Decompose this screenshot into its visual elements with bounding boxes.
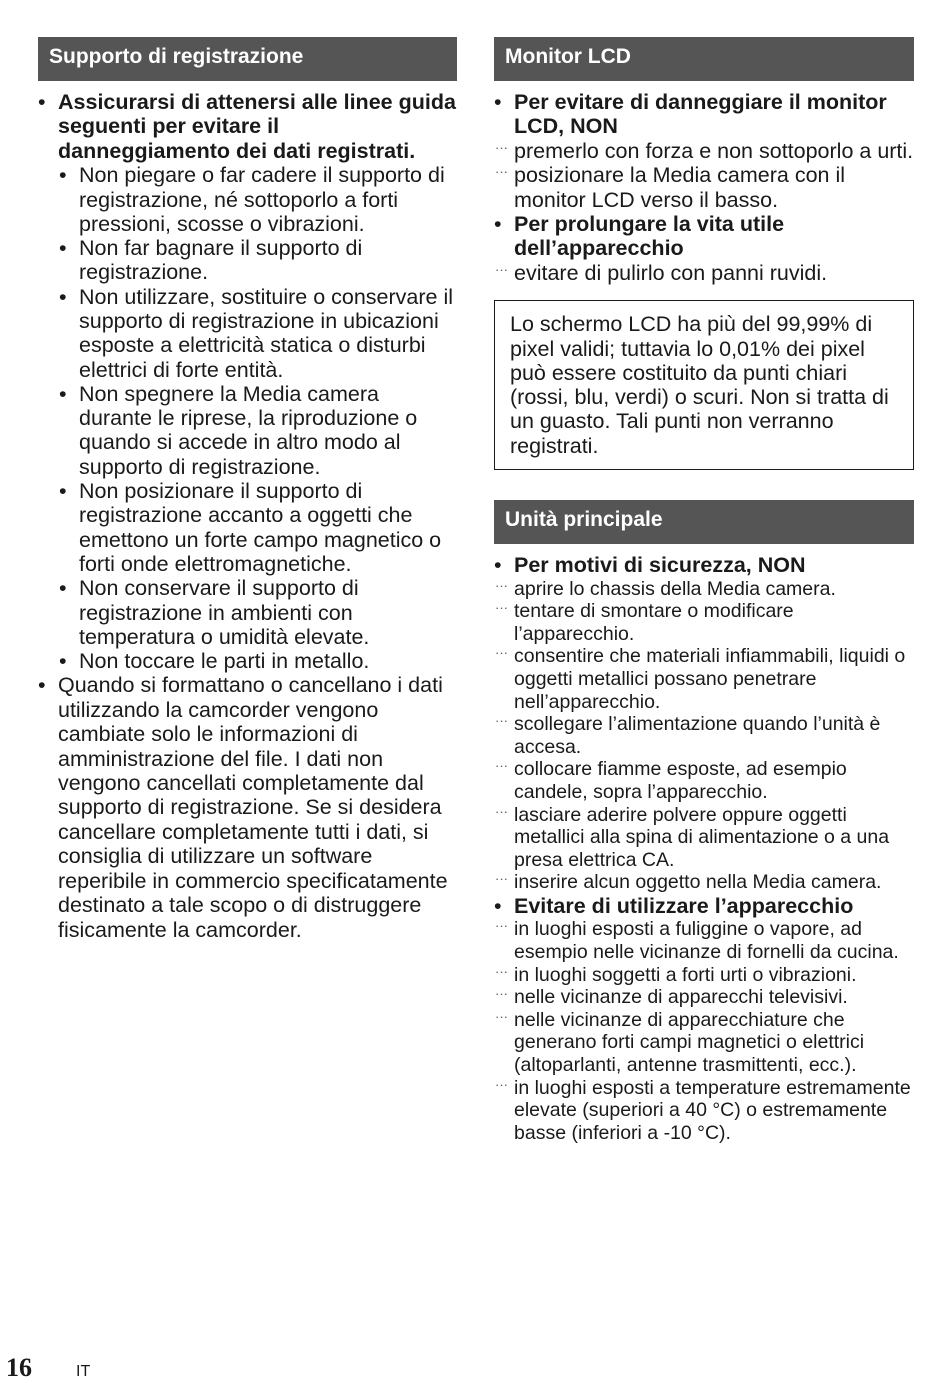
dotted-item: ··· in luoghi soggetti a forti urti o vibrazioni.	[494, 964, 914, 987]
dotted-item: ··· tentare di smontare o modificare l’apparecchio.	[494, 600, 914, 645]
dotted-item: ··· evitare di pulirlo con panni ruvidi.	[494, 261, 914, 285]
left-column	[38, 37, 457, 942]
dotted-item: ··· in luoghi esposti a temperature estremamente elevate (superiori a 40 °C) o estremamente basse (inferiori a -10 °C).	[494, 1077, 914, 1145]
item-lead: • Per evitare di danneggiare il monitor LCD, NON	[514, 90, 887, 139]
sub-list-item: • Non utilizzare, sostituire o conservare il supporto di registrazione in ubicazioni esposte a elettricità statica o disturbi elettrici di forte entità.	[58, 285, 457, 382]
dotted-item: ··· scollegare l’alimentazione quando l’unità è accesa.	[494, 713, 914, 758]
unita-list	[494, 553, 914, 1144]
dotted-item: ··· in luoghi esposti a fuliggine o vapore, ad esempio nelle vicinanze di fornelli da cucina.	[494, 918, 914, 963]
dotted-item: ··· lasciare aderire polvere oppure oggetti metallici alla spina di alimentazione o a una presa elettrica CA.	[494, 804, 914, 872]
section-header-supporto: Supporto di registrazione	[38, 37, 457, 81]
section-monitor	[494, 37, 914, 470]
sub-list-item: • Non posizionare il supporto di registrazione accanto a oggetti che emettono un forte campo magnetico o forti onde elettromagnetiche.	[58, 479, 457, 576]
dotted-item: ··· nelle vicinanze di apparecchi televisivi.	[494, 986, 914, 1009]
section-unita	[494, 500, 914, 1144]
dotted-item: ··· inserire alcun oggetto nella Media camera.	[494, 871, 914, 894]
section-header-unita: Unità principale	[494, 500, 914, 544]
item-lead: • Evitare di utilizzare l’apparecchio	[514, 893, 854, 918]
dotted-item: ··· collocare fiamme esposte, ad esempio candele, sopra l’apparecchio.	[494, 758, 914, 803]
monitor-list	[494, 90, 914, 285]
list-item	[494, 894, 914, 918]
page-footer	[6, 1353, 91, 1383]
language-code: IT	[76, 1363, 91, 1380]
item-lead: • Per motivi di sicurezza, NON	[514, 553, 806, 578]
list-item	[494, 212, 914, 261]
item-lead: • Assicurarsi di attenersi alle linee guida seguenti per evitare il danneggiamento dei dati registrati.	[58, 90, 456, 163]
supporto-list	[38, 90, 457, 942]
list-item	[38, 90, 457, 673]
page-number: 16	[6, 1353, 32, 1382]
right-column	[494, 37, 914, 1144]
sub-list-item: • Non far bagnare il supporto di registrazione.	[58, 236, 457, 285]
sub-list-item: • Non spegnere la Media camera durante le riprese, la riproduzione o quando si accede in altro modo al supporto di registrazione.	[58, 382, 457, 479]
dotted-item: ··· aprire lo chassis della Media camera.	[494, 578, 914, 601]
list-item: • Quando si formattano o cancellano i dati utilizzando la camcorder vengono cambiate solo le informazioni di amministrazione del file. I dati non vengono cancellati completamente dal supporto di registrazione. Se si desidera cancellare completamente tutti i dati, si consiglia di utilizzare un software reperibile in commercio specificatamente destinato a tale scopo o di distruggere fisicamente la camcorder.	[38, 673, 457, 941]
list-item	[494, 553, 914, 577]
lcd-note-box: Lo schermo LCD ha più del 99,99% di pixel validi; tuttavia lo 0,01% dei pixel può essere costituito da punti chiari (rossi, blu, verdi) o scuri. Non si tratta di un guasto. Tali punti non verranno registrati.	[494, 300, 914, 470]
item-lead: • Per prolungare la vita utile dell’apparecchio	[514, 212, 785, 261]
dotted-item: ··· premerlo con forza e non sottoporlo a urti.	[494, 139, 914, 163]
dotted-item: ··· nelle vicinanze di apparecchiature che generano forti campi magnetici o elettrici (altoparlanti, antenne trasmittenti, ecc.).	[494, 1009, 914, 1077]
dotted-item: ··· posizionare la Media camera con il monitor LCD verso il basso.	[494, 163, 914, 212]
section-header-monitor: Monitor LCD	[494, 37, 914, 81]
list-item	[494, 90, 914, 139]
sub-list-item: • Non toccare le parti in metallo.	[58, 649, 457, 673]
dotted-item: ··· consentire che materiali infiammabili, liquidi o oggetti metallici possano penetrare nell’apparecchio.	[494, 645, 914, 713]
sub-list-item: • Non piegare o far cadere il supporto di registrazione, né sottoporlo a forti pressioni, scosse o vibrazioni.	[58, 163, 457, 236]
sub-list-item: • Non conservare il supporto di registrazione in ambienti con temperatura o umidità elevate.	[58, 576, 457, 649]
sub-list	[58, 163, 457, 673]
